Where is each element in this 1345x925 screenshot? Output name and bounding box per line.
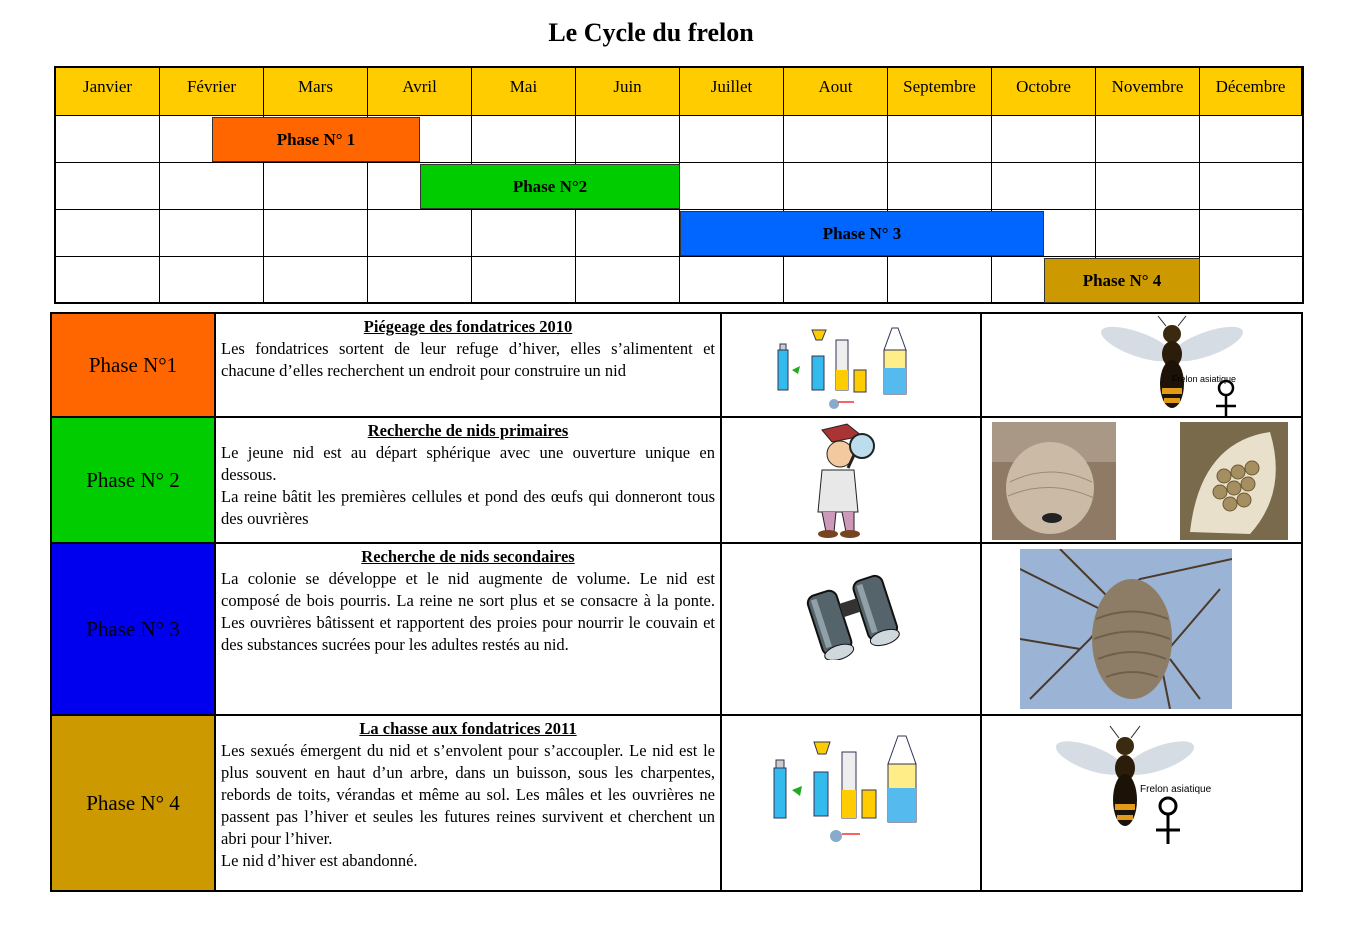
- calendar-cell: [368, 210, 472, 257]
- phase-text: Le jeune nid est au départ sphérique avec une ouverture unique en dessous.: [221, 443, 715, 484]
- phase-row-2: [52, 418, 1301, 544]
- month-header: Septembre: [888, 68, 992, 116]
- calendar-cell: [160, 257, 264, 302]
- secondary-nest-cell: [982, 544, 1301, 714]
- trap-diagram-cell: [722, 314, 982, 416]
- trap-diagram-cell: [722, 716, 982, 890]
- month-header: Juin: [576, 68, 680, 116]
- calendar-cell: [264, 257, 368, 302]
- calendar-cell: [472, 210, 576, 257]
- calendar-cell: [888, 116, 992, 163]
- calendar-cell: [56, 116, 160, 163]
- phase-label: Phase N° 3: [86, 616, 180, 641]
- calendar-cell: [680, 163, 784, 210]
- calendar-cell: [1200, 210, 1302, 257]
- bottle-trap-diagram-icon: [774, 320, 934, 412]
- calendar-cell: [888, 257, 992, 302]
- calendar-cell: [56, 210, 160, 257]
- calendar-cell: [160, 210, 264, 257]
- phase-label-cell: [52, 418, 216, 542]
- phase-label: Phase N°1: [88, 352, 178, 377]
- month-header: Avril: [368, 68, 472, 116]
- calendar-cell: [1096, 210, 1200, 257]
- calendar-cell: [576, 257, 680, 302]
- phase-text-2: La reine bâtit les premières cellules et pond des œufs qui donneront tous des ouvrières: [221, 487, 715, 528]
- primary-nest-photo-icon: [992, 422, 1116, 540]
- primary-nests-cell: [982, 418, 1301, 542]
- calendar-cell: [56, 257, 160, 302]
- calendar-cell: [680, 257, 784, 302]
- phase-text: La colonie se développe et le nid augmente de volume. Le nid est composé de bois pourris. La reine ne sort plus et se consacre à la ponte. Les ouvrières bâtissent et rapportent des proies pour nourrir le couvain et des substances sucrées pour les adultes restés au nid.: [221, 569, 715, 654]
- phase-row-4: [52, 716, 1301, 890]
- phase-heading: Recherche de nids secondaires: [361, 547, 575, 566]
- phase-label-cell: [52, 544, 216, 714]
- month-header: Octobre: [992, 68, 1096, 116]
- phase-label: Phase N° 2: [86, 467, 180, 492]
- calendar-cell: [264, 210, 368, 257]
- phase-description: [216, 418, 722, 542]
- detective-cell: [722, 418, 982, 542]
- month-header: Février: [160, 68, 264, 116]
- calendar-phase-bar: Phase N°2: [420, 164, 680, 209]
- calendar-cell: [992, 116, 1096, 163]
- hornet-label: Frelon asiatique: [1140, 784, 1212, 795]
- calendar-cell: [1200, 116, 1302, 163]
- asian-hornet-icon: [1050, 722, 1220, 852]
- binoculars-cell: [722, 544, 982, 714]
- phase-heading: La chasse aux fondatrices 2011: [359, 719, 577, 738]
- calendar-cell: [1096, 163, 1200, 210]
- month-header: Décembre: [1200, 68, 1302, 116]
- calendar-cell: [576, 116, 680, 163]
- month-header: Janvier: [56, 68, 160, 116]
- calendar-table: [54, 66, 1304, 304]
- calendar-cell: [1096, 116, 1200, 163]
- phase-description: [216, 716, 722, 890]
- calendar-phase-bar: Phase N° 1: [212, 117, 420, 162]
- phase-description: [216, 314, 722, 416]
- hornet-label: Frelon asiatique: [1172, 374, 1237, 384]
- calendar-cell: [888, 163, 992, 210]
- calendar-phase-bar: Phase N° 3: [680, 211, 1044, 256]
- calendar-cell: [680, 116, 784, 163]
- phase-text: Les fondatrices sortent de leur refuge d’hiver, elles s’alimentent et chacune d’elles recherchent un endroit pour construire un nid: [221, 339, 715, 380]
- month-header: Mars: [264, 68, 368, 116]
- calendar-cell: [992, 163, 1096, 210]
- phase-text: Les sexués émergent du nid et s’envolent pour s’accoupler. Le nid est le plus souvent en haut d’un arbre, dans un buisson, sous les charpentes, rebords de toits, vérandas et même au sol. Les mâles et les ouvrières ne passent pas l’hiver et seules les futures reines survivent et cherchent un abri pour l’hiver.: [221, 741, 715, 848]
- phase-description: [216, 544, 722, 714]
- phase-heading: Recherche de nids primaires: [367, 421, 569, 440]
- phase-label: Phase N° 4: [86, 790, 180, 815]
- phase-row-3: [52, 544, 1301, 716]
- phase-label-cell: [52, 314, 216, 416]
- binoculars-icon: [806, 574, 902, 660]
- asian-hornet-icon: [1092, 314, 1252, 416]
- month-header: Novembre: [1096, 68, 1200, 116]
- month-header: Juillet: [680, 68, 784, 116]
- calendar-cell: [56, 163, 160, 210]
- phase-label-cell: [52, 716, 216, 890]
- phase-text-2: Le nid d’hiver est abandonné.: [221, 851, 418, 870]
- calendar-cell: [784, 163, 888, 210]
- calendar-cell: [1200, 257, 1302, 302]
- calendar-cell: [264, 163, 368, 210]
- phase-table: [50, 312, 1303, 892]
- calendar-cell: [784, 116, 888, 163]
- hornet-photo-cell: [982, 716, 1301, 890]
- month-header: Aout: [784, 68, 888, 116]
- page-title: Le Cycle du frelon: [548, 18, 754, 47]
- month-header: Mai: [472, 68, 576, 116]
- detective-magnifier-icon: [792, 420, 892, 540]
- hornet-photo-cell: [982, 314, 1301, 416]
- calendar-phase-bar: Phase N° 4: [1044, 258, 1200, 303]
- calendar-cell: [472, 116, 576, 163]
- nest-cells-photo-icon: [1180, 422, 1288, 540]
- phase-heading: Piégeage des fondatrices 2010: [363, 317, 573, 336]
- secondary-nest-photo-icon: [1020, 549, 1232, 709]
- calendar-cell: [368, 257, 472, 302]
- bottle-trap-diagram-icon: [770, 728, 940, 846]
- calendar-cell: [784, 257, 888, 302]
- calendar-cell: [1200, 163, 1302, 210]
- calendar-cell: [576, 210, 680, 257]
- phase-row-1: [52, 314, 1301, 418]
- calendar-cell: [472, 257, 576, 302]
- calendar-cell: [160, 163, 264, 210]
